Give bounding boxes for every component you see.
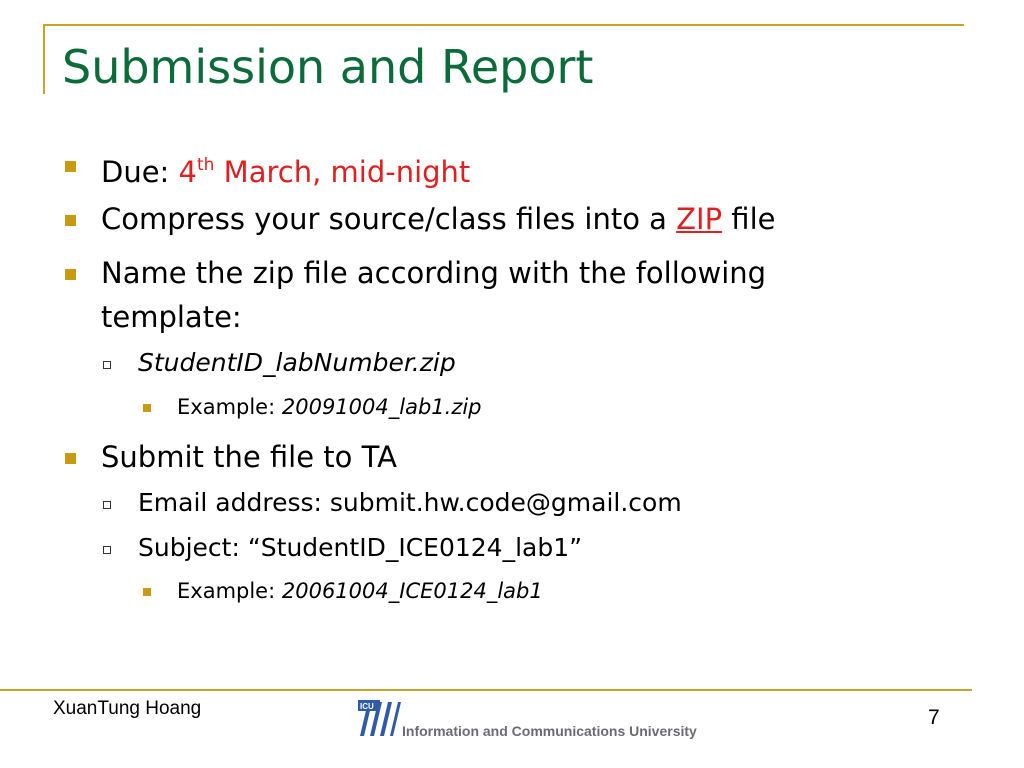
sub-bullet-subject — [138, 530, 582, 566]
naming-line-2: template: — [101, 300, 242, 334]
page-number: 7 — [928, 706, 940, 729]
sub-bullet-email — [138, 485, 682, 521]
frame-left-line — [43, 24, 45, 94]
example-label-1: Example: — [177, 395, 282, 419]
due-label: Due: — [101, 155, 179, 189]
naming-line-1: Name the zip file according with the following — [101, 256, 767, 290]
hollow-square-bullet-icon — [103, 361, 111, 369]
sub-bullet-template — [138, 345, 456, 381]
subject-text: Subject: “StudentID_ICE0124_lab1” — [138, 533, 583, 562]
square-bullet-icon — [65, 453, 76, 464]
due-date-rest: March, mid-night — [214, 155, 471, 189]
due-day-suffix: th — [197, 155, 215, 175]
compress-text: Compress your source/class files into a — [101, 202, 677, 236]
due-day: 4 — [178, 155, 197, 189]
example-value-1: 20091004_lab1.zip — [281, 395, 482, 419]
square-bullet-icon — [143, 588, 151, 596]
sub-sub-bullet-example-1 — [177, 392, 482, 422]
sub-sub-bullet-example-2 — [177, 576, 543, 606]
square-bullet-icon — [65, 269, 76, 280]
naming-line-2-row — [101, 291, 242, 343]
example-value-2: 20061004_ICE0124_lab1 — [281, 579, 543, 603]
bullet-compress — [101, 193, 775, 245]
logo-abbr: ICU — [360, 702, 374, 711]
square-bullet-icon — [65, 161, 76, 172]
email-text: Email address: submit.hw.code@gmail.com — [138, 488, 682, 517]
bullet-due — [101, 139, 470, 198]
icu-logo-icon — [358, 700, 402, 738]
submit-text: Submit the file to TA — [101, 440, 397, 474]
hollow-square-bullet-icon — [103, 501, 111, 509]
bullet-submit — [101, 431, 397, 483]
hollow-square-bullet-icon — [103, 546, 111, 554]
compress-text-end: file — [722, 202, 776, 236]
footer-author: XuanTung Hoang — [53, 698, 202, 719]
slide-title: Submission and Report — [62, 40, 594, 94]
frame-top-line — [43, 24, 964, 26]
template-text: StudentID_labNumber.zip — [138, 348, 456, 377]
university-name: Information and Communications University — [402, 723, 697, 739]
footer-divider — [0, 689, 972, 691]
square-bullet-icon — [65, 215, 76, 226]
zip-link[interactable]: ZIP — [676, 202, 723, 236]
example-label-2: Example: — [177, 579, 282, 603]
square-bullet-icon — [143, 404, 151, 412]
